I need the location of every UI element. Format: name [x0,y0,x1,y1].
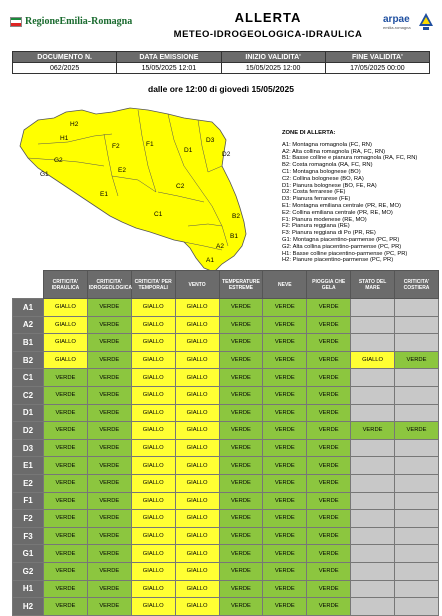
zone-label: G2 [13,562,44,580]
alert-level-cell: GIALLO [131,580,175,598]
alert-level-cell: GIALLO [175,598,219,616]
region-logo [10,16,132,27]
alert-level-cell [351,545,395,563]
alert-level-cell: GIALLO [44,334,88,352]
alert-level-cell: GIALLO [175,404,219,422]
alert-level-cell [351,457,395,475]
map-label-c2: C2 [176,183,185,190]
legend-item: G2: Alta collina piacentino-parmense (PC, PR) [282,243,402,250]
legend-item: C2: Collina bolognese (BO, RA) [282,175,364,182]
page-title: ALLERTA [234,10,302,25]
alert-level-cell: GIALLO [131,492,175,510]
alert-level-cell: VERDE [87,351,131,369]
column-header: CRITICITA' PER TEMPORALI [131,271,175,299]
table-row [13,422,439,440]
legend-item: F2: Pianura reggiana (RE) [282,223,350,230]
table-row [13,316,439,334]
alert-level-cell: GIALLO [175,457,219,475]
alert-level-cell [395,562,439,580]
table-row [13,457,439,475]
alert-level-cell [351,334,395,352]
alert-level-cell: VERDE [263,598,307,616]
zone-label: A2 [13,316,44,334]
alert-level-cell [395,492,439,510]
region-name: RegioneEmilia-Romagna [25,16,133,27]
alert-level-cell: GIALLO [175,545,219,563]
alert-level-cell [395,580,439,598]
alert-level-cell: VERDE [87,299,131,317]
legend-item: F1: Pianura modenese (RE, MO) [282,216,367,223]
legend-item: E1: Montagna emiliana centrale (PR, RE, MO) [282,202,401,209]
zone-label: D2 [13,422,44,440]
alert-level-cell: GIALLO [131,598,175,616]
alert-level-cell: VERDE [44,580,88,598]
alert-level-cell: GIALLO [131,299,175,317]
alert-level-cell: VERDE [263,439,307,457]
column-header: NEVE [263,271,307,299]
legend-items [282,142,437,264]
map-label-b2: B2 [232,213,240,220]
table-row [13,386,439,404]
alert-level-cell: GIALLO [131,316,175,334]
alert-level-cell: VERDE [263,422,307,440]
alert-level-cell: GIALLO [131,386,175,404]
alert-level-cell [395,439,439,457]
map-label-b1: B1 [230,233,238,240]
alert-level-cell: VERDE [307,334,351,352]
alert-level-cell: GIALLO [175,334,219,352]
alert-level-cell [395,334,439,352]
alert-level-cell: VERDE [87,422,131,440]
alert-level-cell: GIALLO [175,527,219,545]
alert-level-cell: VERDE [307,404,351,422]
alert-level-cell: GIALLO [175,369,219,387]
alert-level-cell [351,369,395,387]
title-block [158,10,378,40]
alert-level-cell: VERDE [87,562,131,580]
alert-level-cell: GIALLO [131,562,175,580]
alert-level-cell [351,527,395,545]
alert-level-cell: VERDE [219,527,263,545]
alert-level-cell: VERDE [395,422,439,440]
alert-level-cell: VERDE [307,598,351,616]
column-header: VENTO [175,271,219,299]
alert-level-cell: VERDE [87,474,131,492]
map-label-d2: D2 [222,151,231,158]
alert-table-body [13,299,439,616]
zone-label: B2 [13,351,44,369]
alert-level-cell: GIALLO [175,474,219,492]
region-outline [20,108,246,272]
map-label-c1: C1 [154,211,163,218]
alert-level-cell: VERDE [219,474,263,492]
alert-level-cell: VERDE [219,334,263,352]
alert-level-cell: GIALLO [175,439,219,457]
legend-item: A2: Alta collina romagnola (RA, FC, RN) [282,148,386,155]
alert-level-cell: GIALLO [131,404,175,422]
alert-level-cell: VERDE [307,545,351,563]
alert-level-cell: GIALLO [131,351,175,369]
info-header: DATA EMISSIONE [117,52,221,63]
corner-cell [13,271,44,299]
arpae-logo [383,14,411,30]
alert-level-cell: VERDE [263,351,307,369]
alert-level-cell: VERDE [351,422,395,440]
alert-level-cell: VERDE [44,369,88,387]
alert-level-cell: GIALLO [131,545,175,563]
alert-level-cell: GIALLO [175,580,219,598]
legend-item: G1: Montagna piacentino-parmense (PC, PR) [282,236,400,243]
alert-level-cell [351,562,395,580]
alert-level-cell [351,474,395,492]
alert-level-cell: VERDE [263,316,307,334]
alert-level-cell: VERDE [307,299,351,317]
alert-level-cell: VERDE [44,492,88,510]
alert-level-cell: VERDE [219,299,263,317]
alert-level-cell [351,386,395,404]
zone-label: F1 [13,492,44,510]
zone-label: B1 [13,334,44,352]
alert-level-cell: VERDE [219,439,263,457]
alert-level-cell [395,316,439,334]
alert-level-cell: VERDE [87,316,131,334]
alert-level-cell: VERDE [219,580,263,598]
map-label-g2: G2 [54,157,63,164]
table-row [13,492,439,510]
alert-level-cell: VERDE [44,598,88,616]
alert-level-cell: VERDE [44,404,88,422]
alert-level-cell: VERDE [44,422,88,440]
validity-end: 17/05/2025 00:00 [325,63,429,74]
column-header: PIOGGIA CHE GELA [307,271,351,299]
alert-level-cell: VERDE [263,457,307,475]
alert-level-cell: VERDE [219,316,263,334]
alert-level-cell: GIALLO [175,316,219,334]
zone-label: H1 [13,580,44,598]
zone-label: D1 [13,404,44,422]
alert-level-cell: VERDE [87,439,131,457]
legend-item: B2: Costa romagnola (RA, FC, RN) [282,162,373,169]
alert-level-cell [351,299,395,317]
map-label-e2: E2 [118,167,126,174]
map-label-f2: F2 [112,143,120,150]
legend-item: D3: Pianura ferrarese (FE) [282,196,351,203]
alert-level-cell: VERDE [263,386,307,404]
alert-level-cell: VERDE [219,386,263,404]
legend-item: H2: Pianure piacentino-parmense (PC, PR) [282,257,394,264]
alert-level-cell [351,404,395,422]
alert-level-cell: VERDE [44,545,88,563]
info-table [12,51,430,74]
table-row [13,580,439,598]
table-row [13,369,439,387]
header [8,6,434,46]
column-header: CRITICITA' COSTIERA [395,271,439,299]
column-header: CRITICITA' IDROGEOLOGICA [87,271,131,299]
flag-icon [10,17,22,27]
alert-level-cell: VERDE [263,334,307,352]
alert-level-cell [395,474,439,492]
table-row [13,334,439,352]
alert-level-cell: VERDE [307,580,351,598]
alert-level-cell [351,492,395,510]
zone-legend [282,130,437,264]
table-row [13,404,439,422]
table-row [13,510,439,528]
zone-label: E1 [13,457,44,475]
alert-level-cell: VERDE [263,545,307,563]
alert-level-cell: VERDE [87,369,131,387]
alert-level-cell: VERDE [263,510,307,528]
alert-level-cell: GIALLO [131,474,175,492]
alert-level-cell: VERDE [307,316,351,334]
alert-level-cell: VERDE [87,492,131,510]
alert-level-cell [351,598,395,616]
alert-level-cell: VERDE [219,598,263,616]
alert-level-cell: VERDE [307,457,351,475]
alert-level-cell: VERDE [44,474,88,492]
alert-level-cell: VERDE [307,562,351,580]
alert-level-cell: VERDE [87,580,131,598]
alert-level-cell: VERDE [263,492,307,510]
alert-level-cell: VERDE [87,510,131,528]
alert-level-cell: VERDE [307,492,351,510]
alert-level-cell: VERDE [44,457,88,475]
civil-protection-icon [418,12,434,32]
alert-level-cell: VERDE [87,457,131,475]
alert-level-cell: VERDE [87,598,131,616]
map-label-d1: D1 [184,147,193,154]
alert-level-cell [351,439,395,457]
alert-level-cell: VERDE [44,562,88,580]
arpae-sub: emilia-romagna [383,25,411,30]
alert-level-cell: VERDE [263,562,307,580]
alert-level-cell: VERDE [395,351,439,369]
zone-label: E2 [13,474,44,492]
alert-level-cell: VERDE [307,369,351,387]
map-label-e1: E1 [100,191,108,198]
zone-label: G1 [13,545,44,563]
alert-level-cell: VERDE [263,580,307,598]
alert-level-cell [395,299,439,317]
alert-level-cell: VERDE [307,510,351,528]
alert-level-cell: GIALLO [175,299,219,317]
alert-level-cell: VERDE [307,386,351,404]
issue-date: 15/05/2025 12:01 [117,63,221,74]
alert-zone-map [8,96,284,278]
alert-level-cell: GIALLO [175,510,219,528]
alert-level-cell: VERDE [87,404,131,422]
validity-start: 15/05/2025 12:00 [221,63,325,74]
alert-level-cell: GIALLO [175,351,219,369]
alert-level-cell [351,316,395,334]
info-header: INIZIO VALIDITA' [221,52,325,63]
alert-level-cell: VERDE [87,527,131,545]
alert-level-cell: VERDE [263,369,307,387]
legend-item: A1: Montagna romagnola (FC, RN) [282,141,372,148]
alert-level-cell [395,369,439,387]
zone-label: F3 [13,527,44,545]
alert-level-cell: GIALLO [175,422,219,440]
alert-level-cell: VERDE [307,422,351,440]
map-label-h2: H2 [70,121,79,128]
alert-level-cell: GIALLO [131,334,175,352]
alert-level-cell: VERDE [219,457,263,475]
alert-level-cell [395,510,439,528]
alert-level-cell: VERDE [219,510,263,528]
alert-level-cell: VERDE [307,474,351,492]
legend-item: H1: Basse colline piacentino-parmense (PC, PR) [282,250,408,257]
alert-level-cell: VERDE [44,510,88,528]
column-header: CRITICITA' IDRAULICA [44,271,88,299]
table-row [13,562,439,580]
alert-level-cell: VERDE [219,562,263,580]
zone-label: C1 [13,369,44,387]
alert-level-cell: VERDE [87,386,131,404]
table-row [13,527,439,545]
alert-level-cell: VERDE [219,492,263,510]
alert-level-cell: VERDE [263,404,307,422]
alert-level-cell: VERDE [307,527,351,545]
alert-level-cell: VERDE [219,404,263,422]
alert-level-cell: GIALLO [131,422,175,440]
alert-level-cell: VERDE [219,545,263,563]
legend-item: D2: Costa ferrarese (FE) [282,189,346,196]
zone-label: C2 [13,386,44,404]
map-label-h1: H1 [60,135,69,142]
alert-level-cell [395,598,439,616]
alert-level-cell: GIALLO [131,457,175,475]
alert-level-cell: VERDE [87,334,131,352]
alert-level-cell: VERDE [263,299,307,317]
legend-item: E2: Collina emiliana centrale (PR, RE, MO) [282,209,393,216]
table-row [13,545,439,563]
legend-item: B1: Basse colline e pianura romagnola (RA, FC, RN) [282,155,418,162]
alert-level-cell [395,457,439,475]
alert-level-cell [351,580,395,598]
table-row [13,299,439,317]
column-header: TEMPERATURE ESTREME [219,271,263,299]
legend-title: ZONE DI ALLERTA: [282,130,336,136]
alert-level-cell: GIALLO [131,527,175,545]
table-row [13,474,439,492]
alert-level-cell: GIALLO [175,386,219,404]
table-row [13,351,439,369]
alert-level-cell [351,510,395,528]
alert-level-cell: GIALLO [175,492,219,510]
map-label-f1: F1 [146,141,154,148]
legend-item: F3: Pianura reggiana di Po (PR, RE) [282,230,376,237]
document-number: 062/2025 [13,63,117,74]
alert-table [12,270,439,616]
map-label-a2: A2 [216,243,224,250]
column-header: STATO DEL MARE [351,271,395,299]
alert-level-cell: VERDE [219,422,263,440]
info-header: FINE VALIDITA' [325,52,429,63]
alert-level-cell [395,404,439,422]
table-row [13,598,439,616]
alert-level-cell: GIALLO [44,299,88,317]
map-label-g1: G1 [40,171,49,178]
alert-level-cell: VERDE [263,527,307,545]
alert-level-cell [395,545,439,563]
alert-level-cell: VERDE [87,545,131,563]
page-subtitle: METEO-IDROGEOLOGICA-IDRAULICA [173,29,363,40]
zone-label: F2 [13,510,44,528]
legend-item: C1: Montagna bolognese (BO) [282,168,361,175]
alert-level-cell: GIALLO [44,316,88,334]
alert-level-cell: GIALLO [131,369,175,387]
arpae-name: arpae [383,14,410,25]
alert-level-cell: VERDE [219,351,263,369]
alert-level-cell: GIALLO [44,351,88,369]
alert-level-cell [395,527,439,545]
zone-label: D3 [13,439,44,457]
alert-level-cell: VERDE [307,439,351,457]
alert-level-cell: GIALLO [131,439,175,457]
map-label-a1: A1 [206,257,214,264]
alert-level-cell: VERDE [44,386,88,404]
validity-text: dalle ore 12:00 di giovedì 15/05/2025 [148,84,294,94]
alert-level-cell: VERDE [44,439,88,457]
map-label-d3: D3 [206,137,215,144]
legend-item: D1: Pianura bolognese (BO, FE, RA) [282,182,377,189]
alert-level-cell: VERDE [307,351,351,369]
zone-label: H2 [13,598,44,616]
alert-level-cell: GIALLO [131,510,175,528]
alert-level-cell: VERDE [44,527,88,545]
alert-level-cell: GIALLO [175,562,219,580]
alert-level-cell: GIALLO [351,351,395,369]
alert-level-cell: VERDE [263,474,307,492]
alert-level-cell [395,386,439,404]
info-header: DOCUMENTO N. [13,52,117,63]
zone-label: A1 [13,299,44,317]
alert-level-cell: VERDE [219,369,263,387]
table-row [13,439,439,457]
